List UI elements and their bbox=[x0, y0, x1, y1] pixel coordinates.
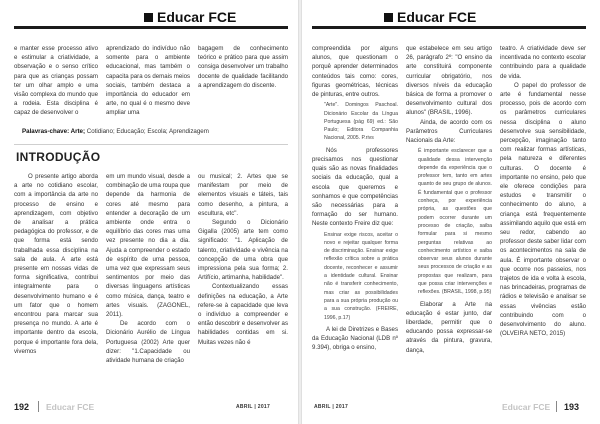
paragraph: Segundo o Dicionário Gigalla (2005) arte tem como significado: "1. Aplicação de talento, criatividade e vivência na concepção de uma obra que impressiona pela sua forma; 2. Artifício, artimanha, habilidade". bbox=[198, 219, 288, 282]
page-number: 192 bbox=[14, 402, 30, 412]
paragraph: bagagem de conhecimento teórico e prático para que assim consiga desenvolver um trabalho docente de qualidade facilitando a aprendizagem do discente. bbox=[198, 45, 288, 89]
paragraph: De acordo com o Dicionário Aurélio de Língua Portuguesa (2002) Arte quer dizer: "1.Capacidade ou atividade humana de criação bbox=[106, 320, 190, 365]
header-brand-label: Educar FCE bbox=[397, 9, 477, 25]
header-brand-label: Educar FCE bbox=[157, 9, 237, 25]
footer-brand: Educar FCE bbox=[502, 402, 551, 412]
keywords-text: Cotidiano; Educação; Escola; Aprendizagem bbox=[86, 128, 209, 135]
keywords-label: Palavras-chave: Arte; bbox=[22, 128, 86, 135]
header-brand bbox=[384, 9, 476, 25]
block-quote: Ensinar exige riscos, aceitar o novo e rejeitar qualquer forma de discriminação. Ensinar exige reflexão crítica sobre a prática docente, reconhecer e assumir a identidade cultural. Ensinar não é transferir conhecimento, mas criar as possibilidades para a sua própria produção ou a sua construção. (FREIRE, 1996, p.17) bbox=[324, 231, 398, 321]
header-brand bbox=[144, 9, 236, 25]
paragraph: O presente artigo aborda a arte no cotidiano escolar, com a importância da arte no processo de ensino e aprendizagem, com objetivo de analisar a prática pedagógica do professor, e de que forma está sendo trabalhada essa disciplina na sala de aula. A arte está presente em nossas vidas de forma significativa, contribui integralmente para o desenvolvimento humano e é um fator que o homem encontrou para marcar sua presença no mundo. A arte é importante dentro da escola, porque é importante fora dela, vivemos bbox=[14, 173, 98, 355]
section-title: INTRODUÇÃO bbox=[16, 150, 101, 164]
page-footer bbox=[302, 399, 600, 417]
paragraph: que estabelece em seu artigo 26, parágrafo 2º: "O ensino da arte constituirá componente curricular obrigatório, nos diversos níveis da educação básica de forma a promover o desenvolvimento cultural dos alunos" (BRASIL, 1996). bbox=[406, 45, 492, 117]
keywords-line bbox=[22, 127, 292, 136]
paragraph: O papel do professor de arte é fundamental nesse processo, pois de acordo com os parâmetros curriculares nessa disciplina o aluno desenvolve sua sensibilidade, percepção, imaginação tanto com realizar formas artísticas, pela natureza e diferentes culturas. O docente é importante no ensino, pelo que ele oferece condições para estudos e transmitir o conhecimento do aluno, a criança está frequentemente assimilando aquilo que está em seu redor, cabendo ao professor deste saber lidar com os acontecimentos na sala de aula. É importante observar o que ocorre nos passeios, nos trajetos de ida e volta à escola, nas brincadeiras, programas de rádios e televisão e analisar se essas vivências estão contribuindo com o desenvolvimento do aluno. (OLVEIRA NETO, 2015) bbox=[500, 81, 586, 338]
footnote-quote: "Arte". Domingos Paschoal. Dicionário Escolar da Língua Portuguesa (pág 69) ed.: São Paulo; Editora Companhia Nacional, 2005. P.rivs bbox=[324, 102, 398, 142]
page-footer bbox=[0, 399, 298, 417]
paragraph: e manter esse processo ativo e estimular a criatividade, a observação e o senso crítico para que as crianças possam ter um olhar amplo e uma visão complexa do mundo que a rodeia. Esta disciplina é capaz de desenvolver o bbox=[14, 45, 98, 117]
footer-separator bbox=[556, 401, 557, 412]
right-column-3 bbox=[500, 44, 586, 339]
footer-date: ABRIL | 2017 bbox=[314, 404, 349, 410]
block-quote: É importante esclarecer que a qualidade dessa intervenção depende da experiência que o professor tem, tanto em artes quanto de seu grupo de alunos. É fundamental que o professor conheça, por experiência própria, as questões que podem ocorrer durante um processo de criação, saiba formular para si mesmo perguntas relativas ao conhecimento artístico e saiba observar seus alunos durante seus processos de criação e as propostas que realizam, para que possa criar intervenções e reflexões. (BRASIL, 1998, p.95) bbox=[418, 148, 492, 296]
paragraph: Elaborar a Arte na educação é estar junto, dar liberdade, permitir que o educando possa expressar-se através da pintura, gravura, dança, bbox=[406, 300, 492, 354]
intro-column-3 bbox=[198, 44, 288, 90]
page-header bbox=[302, 0, 600, 42]
paragraph: Ainda, de acordo com os Parâmetros Curriculares Nacionais da Arte: bbox=[406, 118, 492, 145]
paragraph: ou musical; 2. Artes que se manifestam por meio de elementos visuais e táteis, tais como desenho, a pintura, a escultura, etc". bbox=[198, 173, 288, 217]
paragraph: em um mundo visual, desde a combinação de uma roupa que depende da harmonia de cores até mesmo para entender a decoração de um ambiente onde entra o equilíbrio das cores mas uma vez presente no dia a dia. Ajuda a compreender o estado de espírito de uma pessoa, uma vez que expressam seus sentimentos por meio das diversas linguagens artísticas como música, dança, teatro e artes visuais. (ZAGONEL, 2011). bbox=[106, 173, 191, 319]
body-column-2 bbox=[106, 172, 190, 365]
paragraph: aprendizado do indivíduo não somente para o ambiente educacional, mas também o capacita para os demais meios sociais, também destaca a importância do educador em arte, no qual é o mesmo deve ampliar uma bbox=[106, 45, 191, 117]
header-rule bbox=[312, 26, 586, 29]
intro-column-1 bbox=[14, 44, 98, 118]
paragraph: teatro. A criatividade deve ser incentivada no contexto escolar contribuindo para a qualidade de vida. bbox=[500, 45, 586, 80]
section-divider bbox=[14, 144, 288, 145]
intro-column-2 bbox=[106, 44, 190, 118]
page-header bbox=[0, 0, 298, 42]
right-column-1 bbox=[312, 44, 398, 352]
footer-separator bbox=[38, 401, 39, 412]
right-page bbox=[302, 0, 600, 424]
paragraph: A lei de Diretrizes e Bases da Educação Nacional (LDB nº 9.394), obriga o ensino, bbox=[312, 325, 398, 352]
footer-date: ABRIL | 2017 bbox=[236, 404, 271, 410]
paragraph: Contextualizando essas definições na educação, a Arte refere-se à capacidade que leva o indivíduo a compreender e então descobrir e desenvolver as habilidades contidas em si. Muitas vezes não é bbox=[198, 283, 288, 346]
square-bullet-icon bbox=[384, 13, 393, 22]
paragraph: compreendida por alguns alunos, que questionam o porquê aprender determinados conteúdos tais como: cores, figuras geométricas, técnicas de pinturas, entre outros. bbox=[312, 45, 398, 99]
body-column-3 bbox=[198, 172, 288, 347]
left-page bbox=[0, 0, 298, 424]
header-rule bbox=[14, 26, 288, 29]
right-column-2 bbox=[406, 44, 492, 355]
footer-brand: Educar FCE bbox=[46, 402, 95, 412]
body-column-1 bbox=[14, 172, 98, 356]
square-bullet-icon bbox=[144, 13, 153, 22]
paragraph: Nós professores precisamos nos questionar quais são as novas finalidades sociais da educação, qual a escola que queremos e sonhamos e que competências são necessárias para a formação do ser humano. Neste contexto Freire diz que: bbox=[312, 146, 398, 228]
page-number: 193 bbox=[564, 402, 580, 412]
